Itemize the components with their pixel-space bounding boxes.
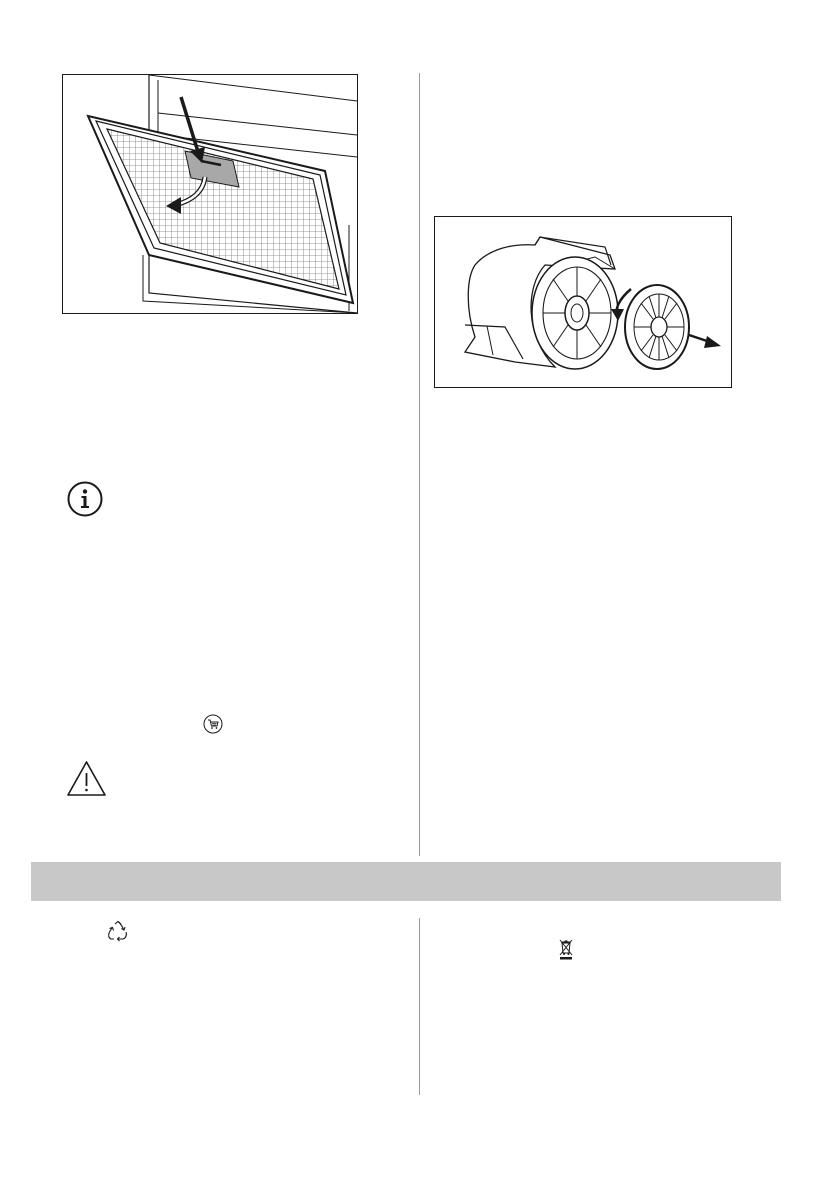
grease-filter-removal-illustration [63,75,357,313]
section-heading-bar [31,862,781,901]
carbon-filter-removal-illustration [435,217,731,387]
recycle-icon [106,920,130,942]
crossed-bin-icon [558,938,574,960]
warning-icon [66,760,107,797]
shop-cart-icon [203,714,223,734]
column-divider-bottom [419,918,420,1095]
column-divider-top [419,73,420,856]
grease-filter-figure [62,74,358,314]
info-icon [67,481,103,517]
carbon-filter-figure [434,216,732,388]
